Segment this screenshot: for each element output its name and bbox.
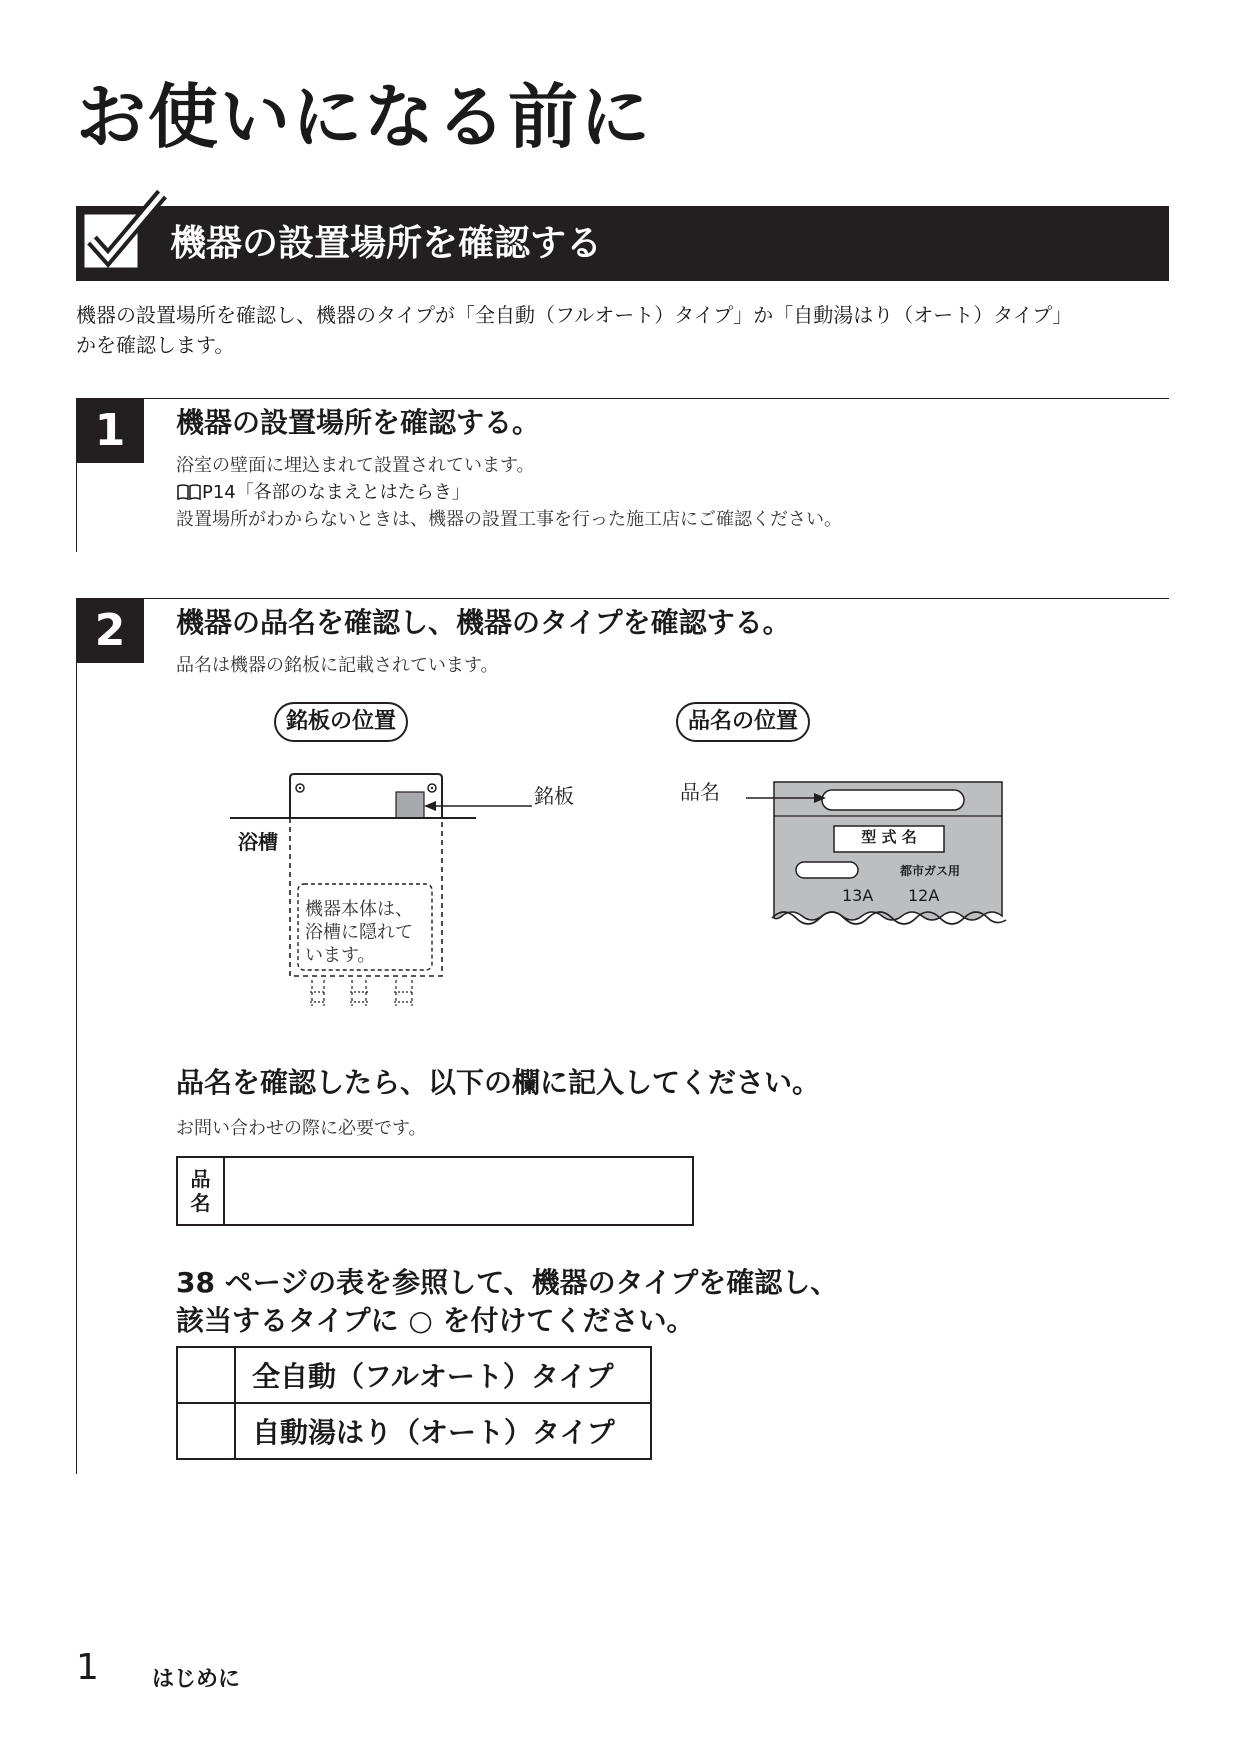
table-row bbox=[177, 1403, 651, 1459]
hidden-note-line-3: います。 bbox=[305, 945, 376, 966]
model-name-label: 品名 bbox=[680, 780, 720, 804]
type-check-heading-line-1: 38 ページの表を参照して、機器のタイプを確認し、 bbox=[176, 1266, 839, 1299]
bathtub-label: 浴槽 bbox=[238, 830, 278, 854]
step1-reference-text: P14「各部のなまえとはたらき」 bbox=[202, 482, 470, 503]
nameplate-position-diagram bbox=[226, 770, 606, 1030]
footer-section-name: はじめに bbox=[152, 1667, 241, 1692]
step1-top-rule bbox=[76, 398, 1169, 399]
full-auto-check-cell[interactable] bbox=[177, 1347, 235, 1403]
gas-12a-label: 12A bbox=[908, 886, 940, 905]
nameplate-label: 銘板 bbox=[534, 784, 574, 808]
step1-reference[interactable] bbox=[176, 479, 842, 506]
type-check-heading bbox=[176, 1264, 838, 1340]
step1-line-1: 浴室の壁面に埋込まれて設置されています。 bbox=[176, 455, 535, 476]
auto-check-cell[interactable] bbox=[177, 1403, 235, 1459]
step2-number: 2 bbox=[76, 599, 144, 663]
step1-body bbox=[176, 452, 842, 533]
hidden-note-line-1: 機器本体は、 bbox=[305, 899, 413, 920]
gas-13a-label: 13A bbox=[842, 886, 874, 905]
plate-position-caption: 銘板の位置 bbox=[274, 702, 408, 742]
hidden-note-line-2: 浴槽に隠れて bbox=[305, 922, 413, 943]
model-name-entry-box[interactable] bbox=[176, 1156, 694, 1226]
type-selection-table bbox=[176, 1346, 652, 1460]
step1-heading: 機器の設置場所を確認する。 bbox=[176, 406, 541, 439]
model-name-position-diagram bbox=[676, 770, 1016, 930]
full-auto-type-label: 全自動（フルオート）タイプ bbox=[235, 1347, 651, 1403]
intro-text bbox=[76, 300, 1176, 360]
hidden-body-note bbox=[305, 898, 413, 967]
city-gas-label: 都市ガス用 bbox=[900, 864, 961, 878]
step1-line-3: 設置場所がわからないときは、機器の設置工事を行った施工店にご確認ください。 bbox=[176, 509, 842, 530]
model-type-label: 型 式 名 bbox=[861, 828, 917, 846]
record-name-note: お問い合わせの際に必要です。 bbox=[176, 1118, 427, 1139]
record-name-heading: 品名を確認したら、以下の欄に記入してください。 bbox=[176, 1066, 821, 1099]
name-position-caption: 品名の位置 bbox=[676, 702, 810, 742]
page-number: 1 bbox=[76, 1647, 99, 1688]
type-check-heading-line-2: 該当するタイプに ○ を付けてください。 bbox=[176, 1304, 695, 1337]
auto-type-label: 自動湯はり（オート）タイプ bbox=[235, 1403, 651, 1459]
step1-number: 1 bbox=[76, 399, 144, 463]
model-name-entry-label: 品名 bbox=[178, 1158, 225, 1224]
checkbox-icon bbox=[78, 190, 170, 276]
intro-line-2: かを確認します。 bbox=[76, 333, 235, 357]
intro-line-1: 機器の設置場所を確認し、機器のタイプが「全自動（フルオート）タイプ」か「自動湯はり（オート）タイプ」 bbox=[76, 303, 1073, 327]
section-banner-title: 機器の設置場所を確認する bbox=[170, 223, 603, 264]
table-row bbox=[177, 1347, 651, 1403]
step2-line-1: 品名は機器の銘板に記載されています。 bbox=[176, 655, 499, 676]
step2-heading: 機器の品名を確認し、機器のタイプを確認する。 bbox=[176, 606, 791, 639]
step2-side-rule bbox=[76, 598, 77, 1474]
page-title: お使いになる前に bbox=[76, 76, 652, 158]
book-icon bbox=[176, 483, 202, 501]
step2-top-rule bbox=[76, 598, 1169, 599]
